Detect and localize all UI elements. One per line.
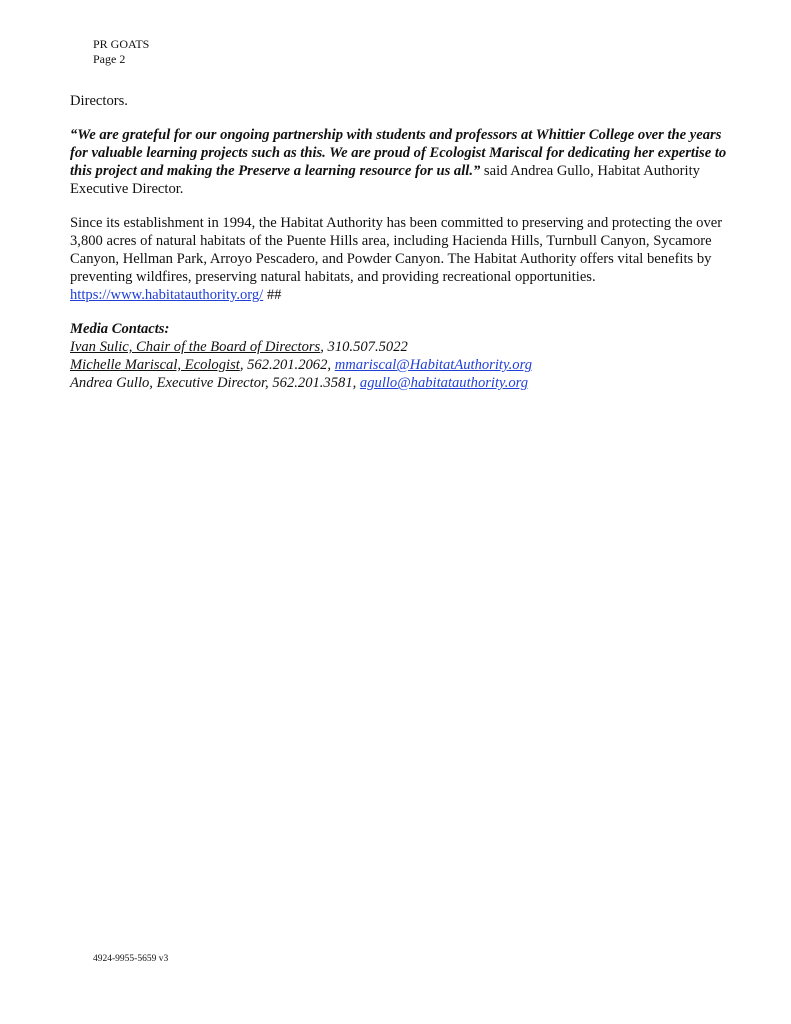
contact3-details: Andrea Gullo, Executive Director, 562.201.3581, bbox=[70, 375, 360, 391]
contact2-phone: , 562.201.2062, bbox=[239, 357, 335, 373]
website-link[interactable]: https://www.habitatauthority.org/ bbox=[70, 287, 264, 303]
end-mark: ## bbox=[263, 287, 282, 303]
header-title: PR GOATS bbox=[93, 37, 150, 51]
quote-text: “We are grateful for our ongoing partnership with students and professors at Whittier College over the years for valuable learning projects such as this. We are proud of Ecologist Mariscal for dedicating her expertise to this project and making the Preserve a learning resource for us all.” bbox=[70, 127, 727, 179]
media-contacts-title: Media Contacts: bbox=[70, 321, 170, 337]
contact3-email-link[interactable]: agullo@habitatauthority.org bbox=[359, 375, 529, 391]
document-body bbox=[70, 92, 730, 392]
contact2-email-link[interactable]: mmariscal@HabitatAuthority.org bbox=[334, 357, 533, 373]
contact-line-2 bbox=[70, 356, 730, 374]
about-paragraph bbox=[70, 214, 730, 304]
contact2-name: Michelle Mariscal, Ecologist bbox=[70, 357, 240, 373]
contact-line-3 bbox=[70, 374, 730, 392]
quote-paragraph bbox=[70, 126, 730, 198]
header-page-number: Page 2 bbox=[93, 52, 126, 66]
page-header bbox=[93, 37, 149, 67]
document-id-footer: 4924-9955-5659 v3 bbox=[93, 954, 169, 964]
about-text: Since its establishment in 1994, the Habitat Authority has been committed to preserving and protecting the over 3,800 acres of natural habitats of the Puente Hills area, including Hacienda Hills, Turnbull Canyon, Sycamore Canyon, Hellman Park, Arroyo Pescadero, and Powder Canyon. The Habitat Authority offers vital benefits by preventing wildfires, preserving natural habitats, and providing recreational opportunities. bbox=[70, 215, 723, 285]
contact-line-1 bbox=[70, 338, 730, 356]
media-contacts bbox=[70, 320, 730, 392]
contact1-phone: , 310.507.5022 bbox=[320, 339, 408, 355]
directors-line: Directors. bbox=[70, 93, 128, 109]
contact1-name: Ivan Sulic, Chair of the Board of Directors bbox=[70, 339, 321, 355]
quote-attribution: said Andrea Gullo, Habitat Authority Executive Director. bbox=[70, 163, 700, 197]
